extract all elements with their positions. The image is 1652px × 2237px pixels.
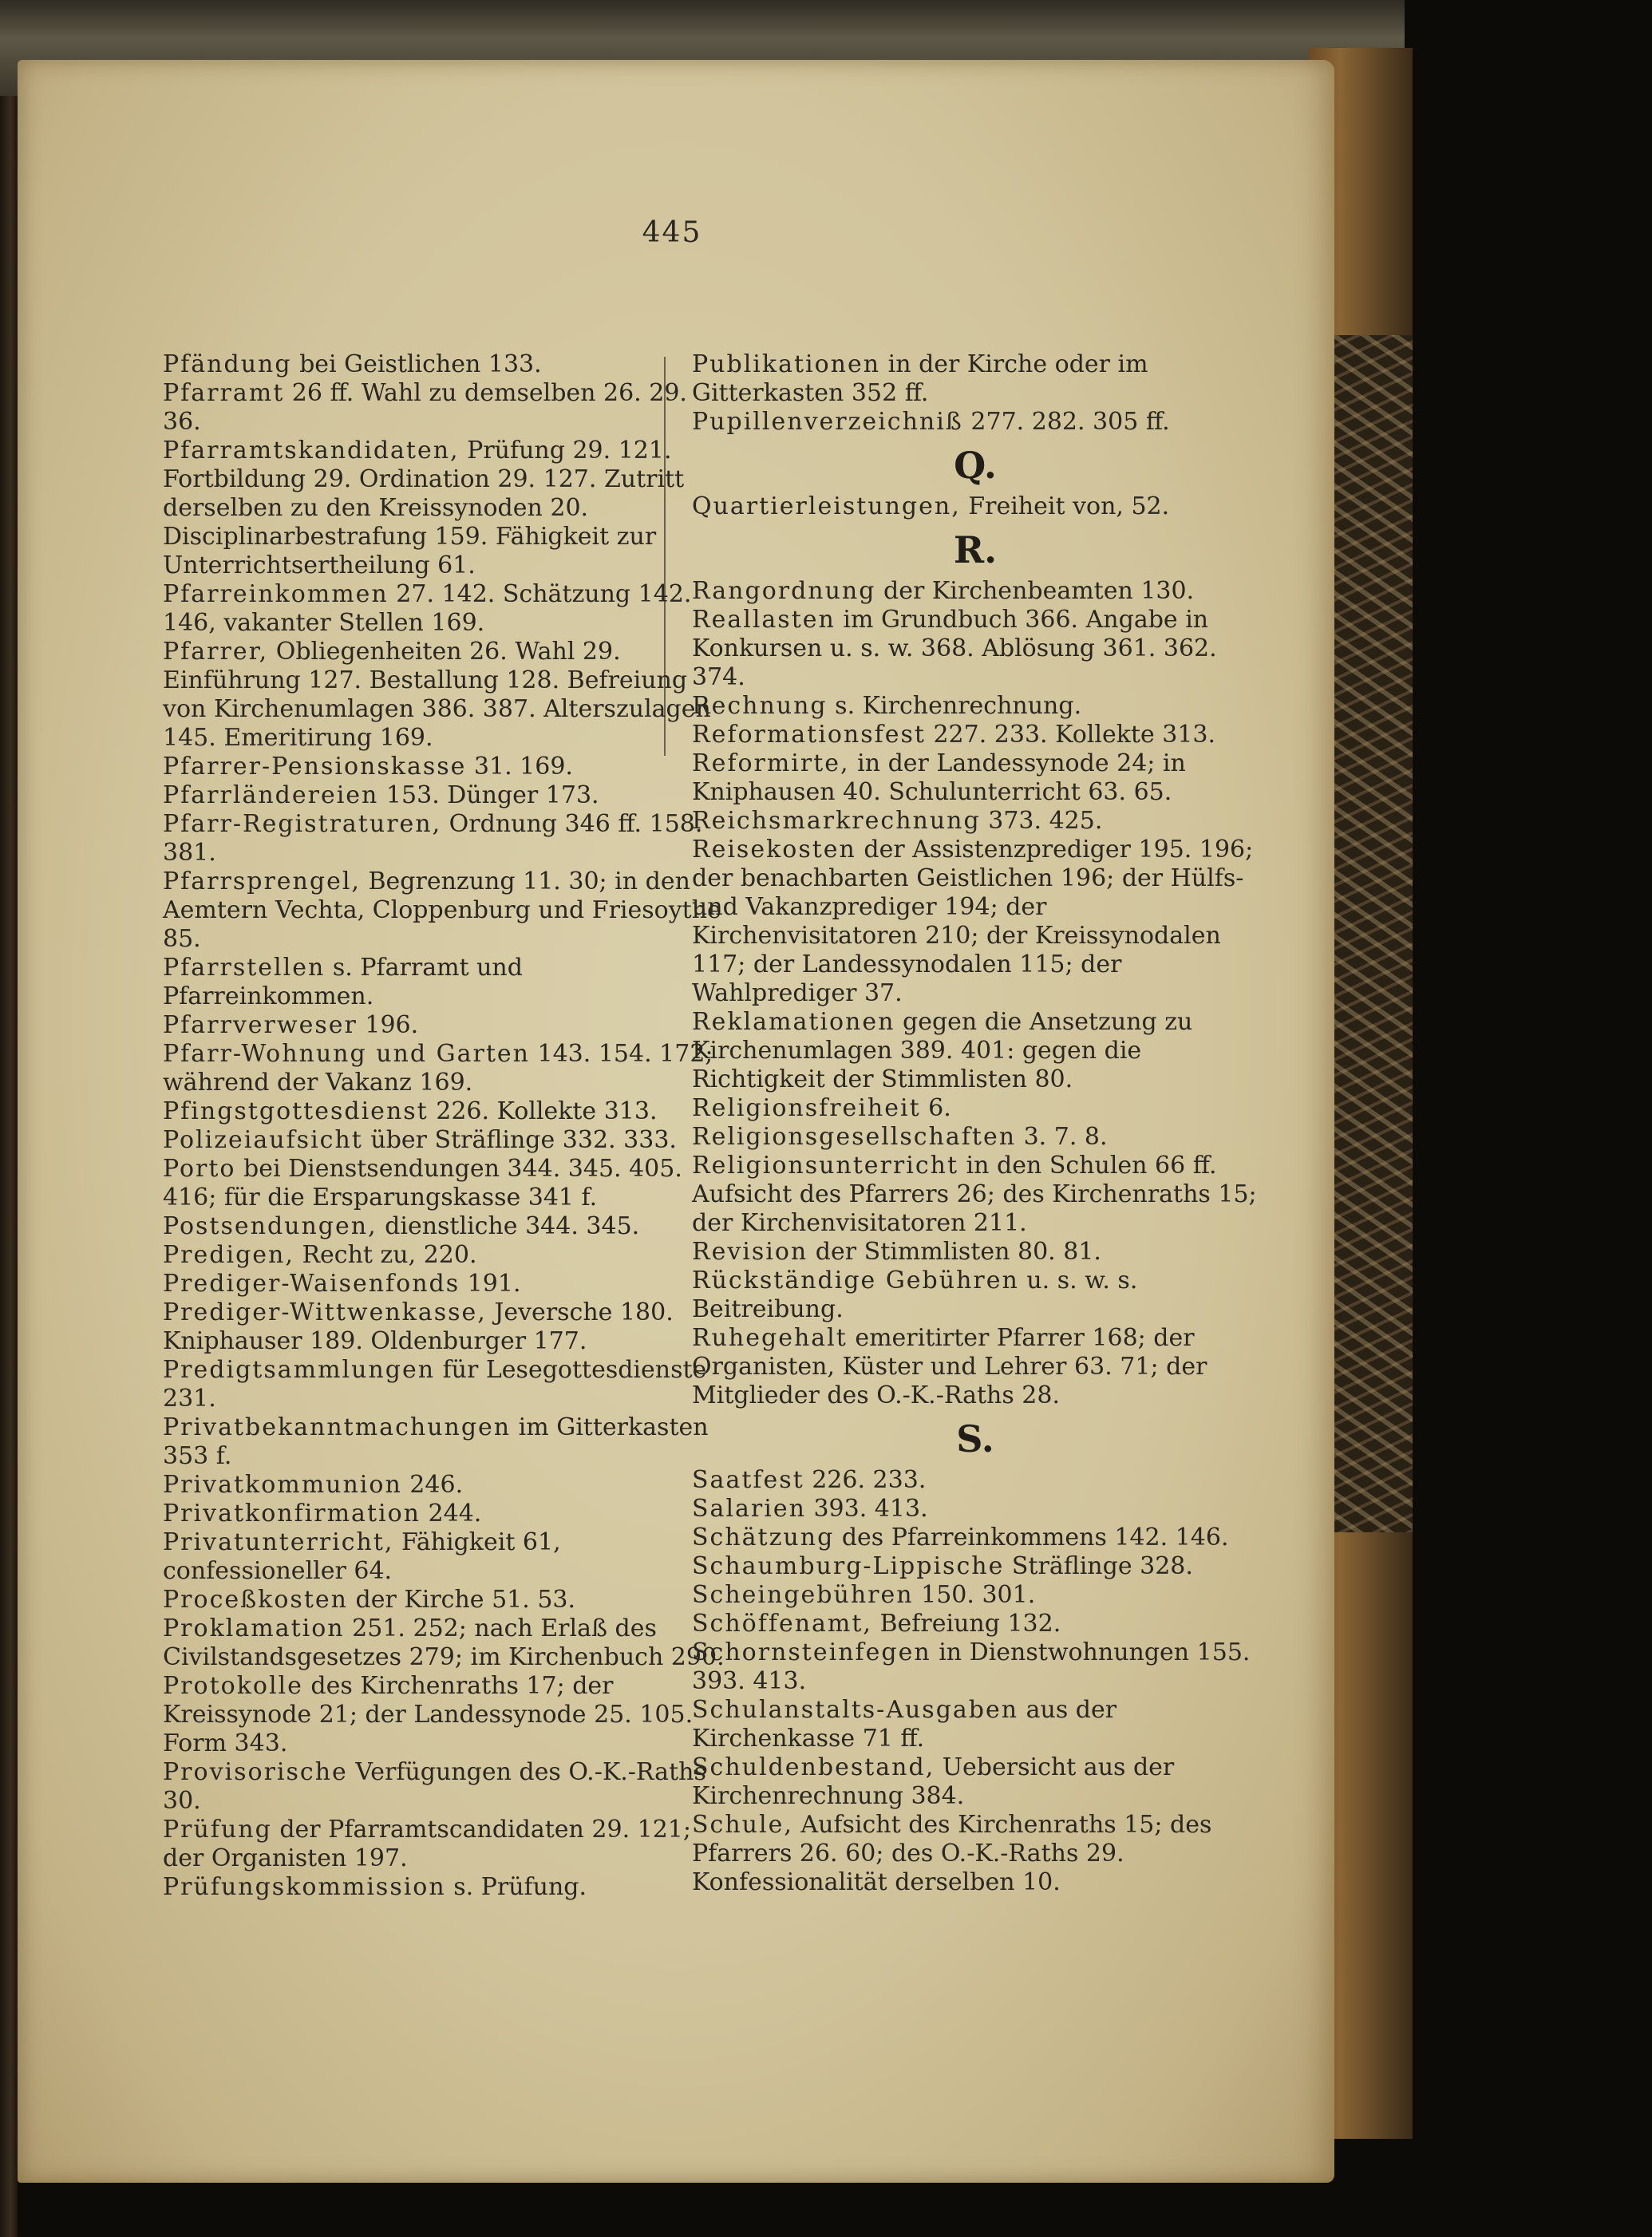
index-term: Reklamationen [692, 1008, 895, 1036]
index-entry [692, 1267, 1259, 1324]
index-entry [692, 692, 1259, 721]
index-entry [692, 1238, 1259, 1267]
index-term: Pfarramtskandidaten, [163, 437, 460, 464]
index-entry [163, 1586, 729, 1615]
index-term: Schornsteinfegen [692, 1638, 931, 1666]
index-entry [692, 1638, 1259, 1696]
index-references: 277. 282. 305 ff. [962, 408, 1170, 436]
index-references: für Lesegottesdienste 231. [163, 1356, 707, 1413]
book-spine [0, 0, 18, 2237]
index-references: Jeversche 180. Kniphauser 189. Oldenburger 177. [163, 1298, 674, 1355]
index-entry [692, 1696, 1259, 1753]
index-term: Pfändung [163, 350, 292, 378]
index-term: Prediger-Wittwenkasse, [163, 1298, 487, 1326]
index-term: Reformationsfest [692, 721, 926, 749]
marbled-endpaper [1325, 335, 1413, 1532]
index-term: Rechnung [692, 692, 828, 720]
index-entry [692, 1466, 1259, 1495]
index-entry [692, 1152, 1259, 1238]
index-references: in der Landessynode 24; in Kniphausen 40. Schulunterricht 63. 65. [692, 749, 1186, 806]
index-references: aus der Kirchenkasse 71 ff. [692, 1696, 1117, 1753]
index-references: der Kirche 51. 53. [347, 1586, 576, 1614]
index-references: Recht zu, 220. [294, 1241, 477, 1269]
index-entry [163, 1298, 729, 1356]
index-references: Fähigkeit 61, confessioneller 64. [163, 1528, 561, 1585]
index-term: Pfarrverweser [163, 1011, 358, 1039]
index-entry [692, 408, 1259, 437]
index-entry [163, 810, 729, 868]
index-references: bei Geistlichen 133. [291, 350, 542, 378]
index-references: im Gitterkasten 353 f. [163, 1413, 709, 1470]
index-entry [163, 1413, 729, 1471]
index-references: 244. [420, 1500, 482, 1528]
index-references: 246. [401, 1471, 464, 1499]
index-references: bei Dienstsendungen 344. 345. 405. 416; für die Ersparungskasse 341 f. [163, 1155, 682, 1211]
index-term: Pfingstgottesdienst [163, 1097, 429, 1125]
index-references: im Grundbuch 366. Angabe in Konkursen u. s. w. 368. Ablösung 361. 362. 374. [692, 606, 1217, 691]
index-entry [163, 954, 729, 1011]
index-term: Proklamation [163, 1615, 345, 1642]
index-references: 393. 413. [805, 1495, 928, 1523]
index-entry [692, 1123, 1259, 1152]
index-entry [163, 638, 729, 753]
index-term: Privatunterricht, [163, 1528, 394, 1556]
index-term: Rückständige Gebühren [692, 1267, 1019, 1294]
index-references: Prüfung 29. 121. Fortbildung 29. Ordination 29. 127. Zutritt derselben zu den Kreissynoden 20. Disciplinarbestrafung 159. Fähigkeit zur Unterrichtsertheilung 61. [163, 437, 685, 579]
index-term: Quartierleistungen, [692, 492, 961, 520]
index-column-left [163, 350, 729, 1902]
index-references: der Kirchenbeamten 130. [875, 577, 1195, 605]
index-entry [163, 1155, 729, 1212]
index-entry [692, 1581, 1259, 1610]
index-term: Rangordnung [692, 577, 876, 605]
index-term: Protokolle [163, 1672, 303, 1700]
index-references: Befreiung 132. [871, 1610, 1061, 1638]
index-references: in der Kirche oder im Gitterkasten 352 ff. [692, 350, 1148, 407]
index-references: Ordnung 346 ff. 158. 381. [163, 810, 703, 867]
index-term: Privatkommunion [163, 1471, 402, 1499]
index-references: des Pfarreinkommens 142. 146. [834, 1524, 1229, 1551]
index-term: Schöffenamt, [692, 1610, 872, 1638]
index-entry [692, 1324, 1259, 1410]
index-term: Religionsunterricht [692, 1152, 959, 1180]
index-term: Religionsfreiheit [692, 1094, 921, 1122]
index-term: Schulanstalts-Ausgaben [692, 1696, 1019, 1724]
index-term: Pupillenverzeichniß [692, 408, 963, 436]
index-term: Prüfung [163, 1816, 272, 1844]
index-entry [692, 1094, 1259, 1123]
index-term: Religionsgesellschaften [692, 1123, 1017, 1151]
index-term: Pfarrer-Pensionskasse [163, 753, 467, 781]
index-references: Verfügungen des O.-K.-Raths 30. [163, 1758, 706, 1815]
index-entry [692, 350, 1259, 408]
index-entry [163, 1097, 729, 1126]
index-term: Ruhegehalt [692, 1324, 848, 1352]
index-references: über Sträflinge 332. 333. [362, 1126, 677, 1154]
index-entry [692, 606, 1259, 692]
index-term: Saatfest [692, 1466, 804, 1494]
index-term: Schaumburg-Lippische [692, 1552, 1005, 1580]
index-references: s. Prüfung. [445, 1873, 587, 1901]
index-references: 26 ff. Wahl zu demselben 26. 29. 36. [163, 379, 687, 436]
index-term: Schule, [692, 1811, 793, 1839]
index-entry [692, 1008, 1259, 1094]
index-entry [692, 577, 1259, 606]
index-term: Publikationen [692, 350, 881, 378]
section-letter-heading: R. [953, 528, 998, 571]
index-term: Scheingebühren [692, 1581, 914, 1609]
index-references: 31. 169. [466, 753, 573, 781]
index-references: in den Schulen 66 ff. Aufsicht des Pfarrers 26; des Kirchenraths 15; der Kirchenvisitatoren 211. [692, 1152, 1257, 1237]
index-entry [163, 1528, 729, 1586]
index-entry [163, 1270, 729, 1298]
section-letter-heading: S. [956, 1417, 994, 1460]
index-entry [692, 1610, 1259, 1638]
index-entry [163, 1011, 729, 1040]
index-references: 6. [920, 1094, 951, 1122]
index-entry [163, 1816, 729, 1873]
index-term: Schätzung [692, 1524, 835, 1551]
index-entry [163, 781, 729, 810]
index-references: u. s. w. s. Beitreibung. [692, 1267, 1138, 1323]
index-entry [692, 836, 1259, 1008]
index-references: 143. 154. 172; während der Vakanz 169. [163, 1040, 713, 1097]
index-entry [163, 379, 729, 437]
index-references: 227. 233. Kollekte 313. [925, 721, 1216, 749]
index-term: Salarien [692, 1495, 806, 1523]
index-references: 150. 301. [913, 1581, 1036, 1609]
index-references: 226. 233. [804, 1466, 927, 1494]
index-entry [163, 1356, 729, 1413]
index-references: Freiheit von, 52. [960, 492, 1170, 520]
index-references: 153. Dünger 173. [378, 781, 599, 809]
index-references: Uebersicht aus der Kirchenrechnung 384. [692, 1753, 1175, 1810]
index-term: Prediger-Waisenfonds [163, 1270, 460, 1298]
index-references: dienstliche 344. 345. [377, 1212, 640, 1240]
index-references: emeritirter Pfarrer 168; der Organisten, Küster und Lehrer 63. 71; der Mitglieder des O.-K.-Raths 28. [692, 1324, 1207, 1409]
index-term: Pfarramt [163, 379, 285, 407]
index-term: Pfarrstellen [163, 954, 326, 982]
index-entry [692, 1495, 1259, 1524]
index-entry [163, 437, 729, 580]
index-entry [163, 1212, 729, 1241]
index-term: Polizeiaufsicht [163, 1126, 363, 1154]
index-term: Pfarreinkommen [163, 580, 389, 608]
index-entry [692, 1753, 1259, 1811]
index-entry [692, 721, 1259, 749]
index-references: der Stimmlisten 80. 81. [808, 1238, 1101, 1266]
index-term: Privatbekanntmachungen [163, 1413, 512, 1441]
index-entry [163, 1241, 729, 1270]
index-references: 191. [460, 1270, 521, 1298]
index-references: des Kirchenraths 17; der Kreissynode 21; der Landessynode 25. 105. Form 343. [163, 1672, 694, 1757]
index-term: Pfarrländereien [163, 781, 379, 809]
index-entry [163, 1873, 729, 1902]
index-term: Predigtsammlungen [163, 1356, 436, 1384]
index-references: s. Pfarramt und Pfarreinkommen. [163, 954, 523, 1010]
index-entry [163, 1672, 729, 1758]
index-entry [163, 1615, 729, 1672]
index-entry [163, 1040, 729, 1097]
index-entry [692, 749, 1259, 807]
index-term: Provisorische [163, 1758, 348, 1786]
index-term: Porto [163, 1155, 236, 1183]
index-references: Obliegenheiten 26. Wahl 29. Einführung 127. Bestallung 128. Befreiung von Kirchenumlagen 386. 387. Alterszulagen 145. Emeritirung 169. [163, 638, 711, 752]
index-term: Pfarrer, [163, 638, 269, 666]
index-term: Schuldenbestand, [692, 1753, 935, 1781]
index-entry [692, 1552, 1259, 1581]
index-entry [163, 350, 729, 379]
index-references: s. Kirchenrechnung. [827, 692, 1082, 720]
index-references: gegen die Ansetzung zu Kirchenumlagen 389. 401: gegen die Richtigkeit der Stimmlisten 80. [692, 1008, 1193, 1093]
index-references: 27. 142. Schätzung 142. 146, vakanter Stellen 169. [163, 580, 692, 637]
index-entry [692, 807, 1259, 836]
index-term: Reisekosten [692, 836, 856, 864]
index-references: 196. [357, 1011, 419, 1039]
book-page [18, 60, 1334, 2183]
index-references: Begrenzung 11. 30; in den Aemtern Vechta, Cloppenburg und Friesoythe 85. [163, 868, 721, 953]
index-term: Reallasten [692, 606, 836, 634]
index-references: 251. 252; nach Erlaß des Civilstandsgesetzes 279; im Kirchenbuch 290. [163, 1615, 725, 1671]
index-references: der Assistenzprediger 195. 196; der benachbarten Geistlichen 196; der Hülfs- und Vakanzprediger 194; der Kirchenvisitatoren 210; der Kreissynodalen 117; der Landessynodalen 115; der Wahlprediger 37. [692, 836, 1254, 1007]
index-column-right [692, 350, 1259, 1897]
index-term: Proceßkosten [163, 1586, 348, 1614]
index-term: Prüfungskommission [163, 1873, 446, 1901]
index-term: Pfarr-Registraturen, [163, 810, 442, 838]
index-entry [163, 1471, 729, 1500]
index-entry [163, 753, 729, 781]
index-term: Predigen, [163, 1241, 294, 1269]
index-entry [163, 1758, 729, 1816]
index-term: Reichsmarkrechnung [692, 807, 981, 835]
index-term: Pfarr-Wohnung und Garten [163, 1040, 530, 1068]
index-entry [163, 1500, 729, 1528]
index-entry [163, 1126, 729, 1155]
page-number: 445 [642, 216, 702, 249]
index-entry [692, 1811, 1259, 1897]
index-references: der Pfarramtscandidaten 29. 121; der Organisten 197. [163, 1816, 692, 1872]
index-references: 226. Kollekte 313. [428, 1097, 658, 1125]
index-references: 3. 7. 8. [1016, 1123, 1108, 1151]
index-references: 373. 425. [980, 807, 1103, 835]
index-term: Privatkonfirmation [163, 1500, 421, 1528]
index-entry [163, 580, 729, 638]
section-letter-heading: Q. [954, 444, 997, 487]
index-entry [163, 868, 729, 954]
index-entry [692, 1524, 1259, 1552]
index-references: in Dienstwohnungen 155. 393. 413. [692, 1638, 1251, 1695]
index-term: Pfarrsprengel, [163, 868, 361, 895]
index-term: Postsendungen, [163, 1212, 377, 1240]
index-references: Aufsicht des Kirchenraths 15; des Pfarrers 26. 60; des O.-K.-Raths 29. Konfessionalität derselben 10. [692, 1811, 1212, 1896]
index-references: Sträflinge 328. [1004, 1552, 1193, 1580]
index-entry [692, 492, 1259, 521]
index-term: Revision [692, 1238, 808, 1266]
index-term: Reformirte, [692, 749, 850, 777]
